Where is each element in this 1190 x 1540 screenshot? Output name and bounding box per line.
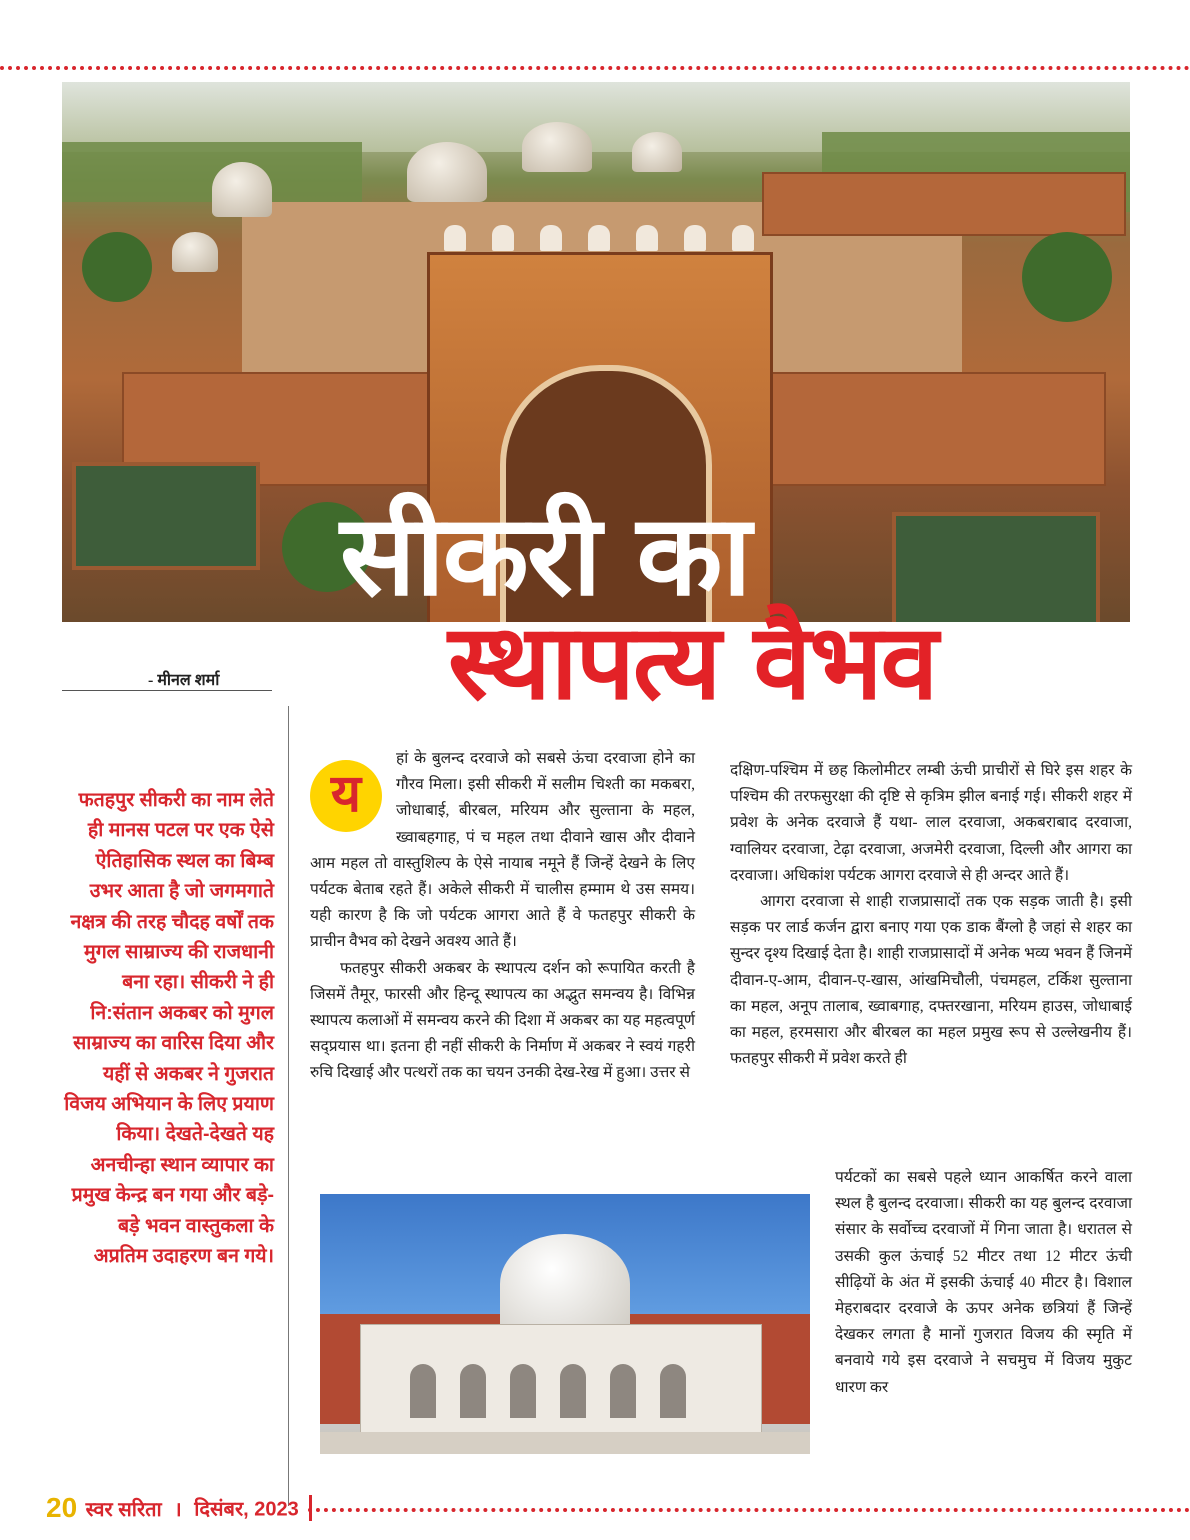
page-footer <box>46 1492 312 1524</box>
footer-separator: । <box>174 1498 182 1521</box>
page-number: 20 <box>46 1492 78 1523</box>
byline-rule <box>62 690 272 691</box>
article-column-1 <box>310 746 695 1087</box>
article-column-2-continued <box>835 1165 1132 1401</box>
pull-quote: फतहपुर सीकरी का नाम लेते ही मानस पटल पर एक ऐसे ऐतिहासिक स्थल का बिम्ब उभर आता है जो जगमगाते नक्षत्र की तरह चौदह वर्षों तक मुगल साम्राज्य की राजधानी बना रहा। सीकरी ने ही नि:संतान अकबर को मुगल साम्राज्य का वारिस दिया और यहीं से अकबर ने गुजरात विजय अभियान के लिए प्रयाण किया। देखते-देखते यह अनचीन्हा स्थान व्यापार का प्रमुख केन्द्र बन गया और बड़े-बड़े भवन वास्तुकला के अप्रतिम उदाहरण बन गये। <box>64 789 274 1268</box>
column-divider <box>288 706 289 1506</box>
article-column-2 <box>730 758 1132 1072</box>
paragraph: दक्षिण-पश्चिम में छह किलोमीटर लम्बी ऊंची प्राचीरों से घिरे इस शहर के पश्चिम की तरफसुरक्षा की दृष्टि से कृत्रिम झील बनाई गई। सीकरी शहर में प्रवेश के अनेक दरवाजे हैं यथा- लाल दरवाजा, अकबराबाद दरवाजा, ग्वालियर दरवाजा, टेढ़ा दरवाजा, अजमेरी दरवाजा, दिल्ली और आगरा का दरवाजा। अधिकांश पर्यटक आगरा दरवाजे से ही अन्दर आते हैं। <box>730 762 1132 884</box>
headline-line-1: सीकरी का <box>340 491 750 621</box>
footer-bar <box>309 1495 312 1521</box>
drop-cap: य <box>310 760 382 832</box>
paragraph: पर्यटकों का सबसे पहले ध्यान आकर्षित करने वाला स्थल है बुलन्द दरवाजा। सीकरी का यह बुलन्द दरवाजा संसार के सर्वोच्च दरवाजों में गिना जाता है। धरातल से उसकी कुल ऊंचाई 52 मीटर तथा 12 मीटर ऊंची सीढ़ियों के अंत में इसकी ऊंचाई 40 मीटर है। विशाल मेहराबदार दरवाजे के ऊपर अनेक छत्रियां हैं जिन्हें देखकर लगता है मानों गुजरात विजय की स्मृति में बनवाये गये इस दरवाजे ने सचमुच में विजय मुकुट धारण कर <box>835 1169 1132 1396</box>
paragraph: हां के बुलन्द दरवाजे को सबसे ऊंचा दरवाजा होने का गौरव मिला। इसी सीकरी में सलीम चिश्ती का मकबरा, जोधाबाई, बीरबल, मरियम और सुल्ताना के महल, ख्वाबहगाह, पं च महल तथा दीवाने खास और दीवाने आम महल तो वास्तुशिल्प के ऐसे नायाब नमूने हैं जिन्हें देखने के लिए पर्यटक बेताब रहते हैं। अकेले सीकरी में चालीस हम्माम थे उस समय। यही कारण है कि जो पर्यटक आगरा आते हैं वे फतहपुर सीकरी के प्राचीन वैभव को देखने अवश्य आते हैं। <box>310 750 695 951</box>
issue-date: दिसंबर, 2023 <box>194 1498 299 1521</box>
magazine-name: स्वर सरिता <box>85 1498 162 1521</box>
paragraph: आगरा दरवाजा से शाही राजप्रासादों तक एक सड़क जाती है। इसी सड़क पर लार्ड कर्जन द्वारा बनाए गया एक डाक बैंग्लो है जहां से शहर का सुन्दर दृश्य दिखाई देता है। शाही राजप्रासादों में अनेक भव्य भवन हैं जिनमें दीवान-ए-आम, दीवान-ए-खास, आंखमिचौली, पंचमहल, टर्किश सुल्ताना का महल, अनूप तालाब, ख्वाबगाह, दफ्तरखाना, मरियम हाउस, जोधाबाई का महल, हरमसारा और बीरबल का महल प्रमुख रूप से उल्लेखनीय हैं। फतहपुर सीकरी में प्रवेश करते ही <box>730 893 1132 1068</box>
paragraph: फतहपुर सीकरी अकबर के स्थापत्य दर्शन को रूपायित करती है जिसमें तैमूर, फारसी और हिन्दू स्थापत्य का अद्भुत समन्वय है। विभिन्न स्थापत्य कलाओं में समन्वय करने की दिशा में अकबर का यह महत्वपूर्ण सद्प्रयास था। इतना ही नहीं सीकरी के निर्माण में अकबर ने स्वयं गहरी रुचि दिखाई और पत्थरों तक का चयन उनकी देख-रेख में हुआ। उत्तर से <box>310 959 695 1082</box>
photo-salim-chishti-tomb <box>320 1194 810 1454</box>
author-byline: - मीनल शर्मा <box>148 672 220 689</box>
top-dotted-rule <box>0 66 1190 70</box>
headline-line-2: स्थापत्य वैभव <box>448 601 937 723</box>
bottom-dotted-rule <box>308 1508 1190 1512</box>
